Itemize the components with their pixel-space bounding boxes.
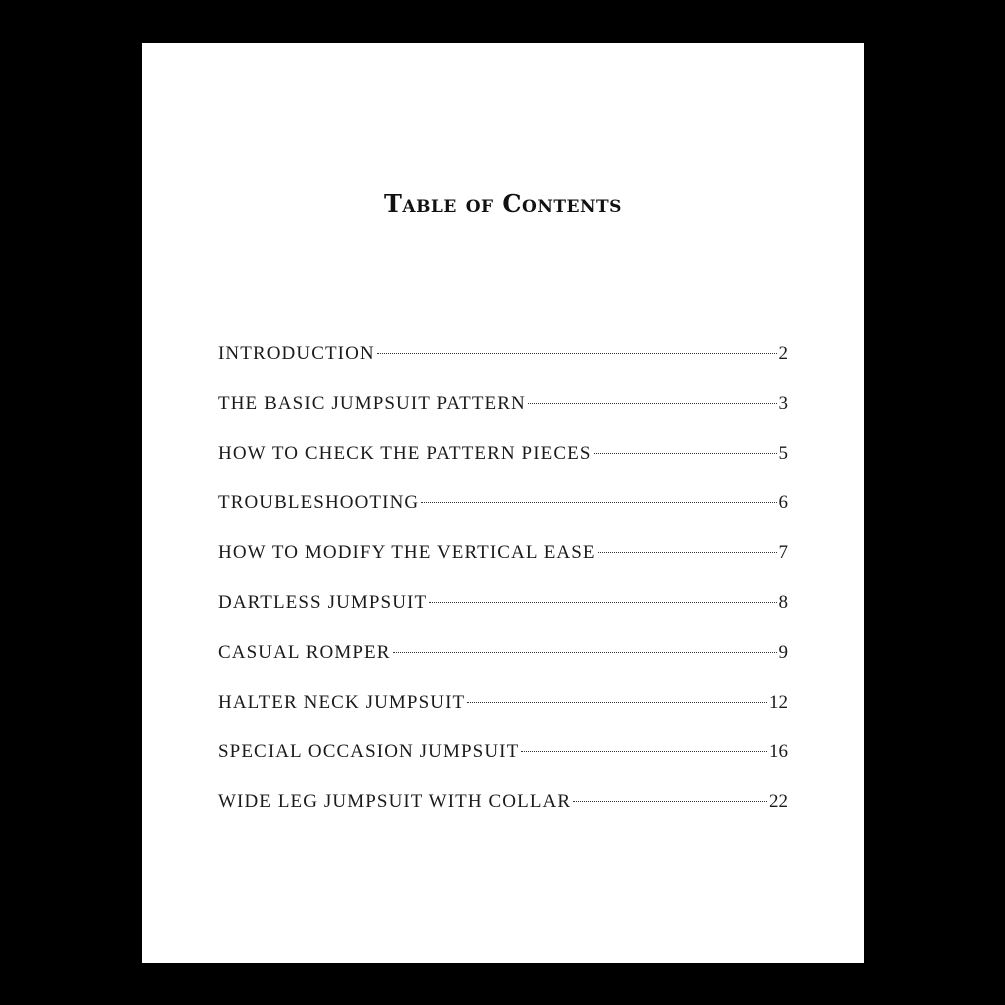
toc-entry-page: 2	[778, 343, 788, 364]
toc-entry-page: 12	[769, 691, 788, 713]
toc-entry[interactable]	[218, 738, 788, 788]
toc-leader-dots	[521, 751, 767, 752]
toc-leader-dots	[598, 552, 777, 553]
toc-leader-dots	[393, 652, 777, 653]
toc-entry[interactable]	[218, 589, 788, 639]
toc-entry-label: HOW TO MODIFY THE VERTICAL EASE	[218, 542, 596, 564]
toc-entry[interactable]	[218, 639, 788, 689]
toc-entry-label: THE BASIC JUMPSUIT PATTERN	[218, 392, 526, 414]
toc-entry[interactable]	[218, 539, 788, 589]
toc-entry-page: 16	[769, 741, 788, 763]
toc-entry-page: 6	[778, 492, 788, 514]
toc-entry[interactable]	[218, 340, 788, 390]
toc-leader-dots	[421, 502, 776, 503]
toc-entry[interactable]	[218, 689, 788, 739]
toc-entry[interactable]	[218, 489, 788, 539]
document-page	[142, 43, 864, 963]
toc-leader-dots	[594, 453, 777, 454]
page-title: Table of Contents	[384, 189, 622, 218]
toc-entry-page: 9	[778, 641, 788, 663]
toc-entry-page: 5	[778, 442, 788, 464]
toc-entry-page: 8	[778, 591, 788, 613]
toc-entry-label: WIDE LEG JUMPSUIT WITH COLLAR	[218, 791, 572, 813]
toc-entry-page: 3	[778, 392, 788, 414]
toc-list	[218, 340, 788, 838]
toc-entry-label: SPECIAL OCCASION JUMPSUIT	[218, 741, 520, 763]
toc-entry-page: 22	[769, 791, 788, 813]
toc-entry-label: HOW TO CHECK THE PATTERN PIECES	[218, 442, 592, 464]
toc-entry[interactable]	[218, 788, 788, 838]
toc-entry-label: DARTLESS JUMPSUIT	[218, 591, 428, 613]
toc-entry-label: HALTER NECK JUMPSUIT	[218, 691, 466, 713]
toc-entry[interactable]	[218, 390, 788, 440]
toc-entry-label: INTRODUCTION	[218, 343, 375, 364]
toc-leader-dots	[573, 801, 767, 802]
toc-entry[interactable]	[218, 440, 788, 490]
toc-entry-label: CASUAL ROMPER	[218, 641, 391, 663]
toc-entry-page: 7	[778, 542, 788, 564]
toc-leader-dots	[528, 403, 777, 404]
toc-leader-dots	[467, 702, 767, 703]
toc-entry-label: TROUBLESHOOTING	[218, 492, 420, 514]
toc-leader-dots	[429, 602, 776, 603]
toc-leader-dots	[377, 353, 777, 354]
